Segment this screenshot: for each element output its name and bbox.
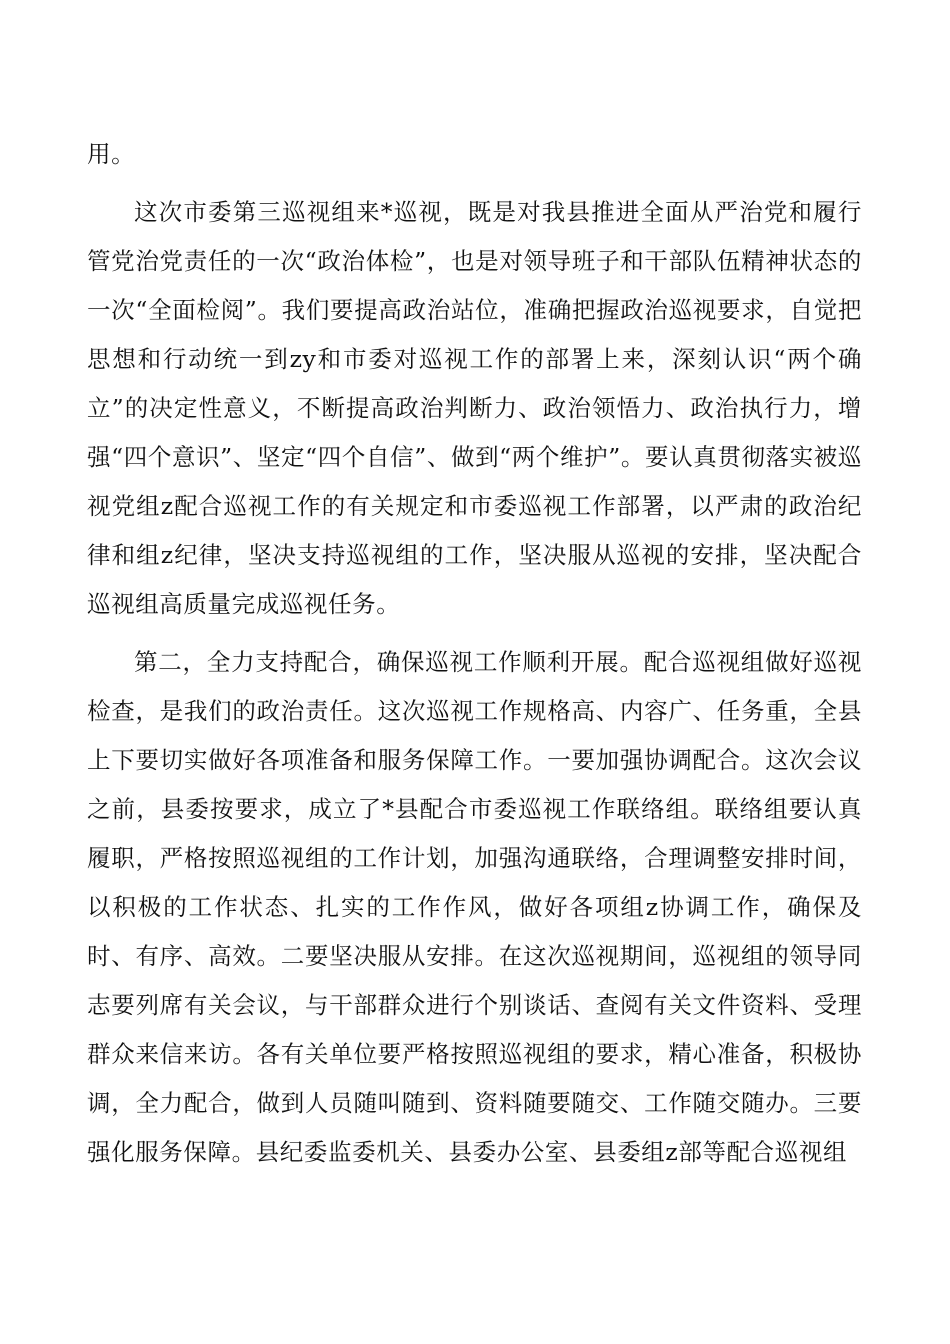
- paragraph-inspection-significance: 这次市委第三巡视组来*巡视，既是对我县推进全面从严治党和履行管党治党责任的一次“政治体检”，也是对领导班子和干部队伍精神状态的一次“全面检阅”。我们要提高政治站位，准确把握政治巡视要求，自觉把思想和行动统一到zy和市委对巡视工作的部署上来，深刻认识“两个确立”的决定性意义，不断提高政治判断力、政治领悟力、政治执行力，增强“四个意识”、坚定“四个自信”、做到“两个维护”。要认真贯彻落实被巡视党组z配合巡视工作的有关规定和市委巡视工作部署，以严肃的政治纪律和组z纪律，坚决支持巡视组的工作，坚决服从巡视的安排，坚决配合巡视组高质量完成巡视任务。: [87, 198, 862, 618]
- paragraph-gap: [87, 629, 862, 638]
- paragraph-support-cooperation: 第二，全力支持配合，确保巡视工作顺利开展。配合巡视组做好巡视检查，是我们的政治责任。这次巡视工作规格高、内容广、任务重，全县上下要切实做好各项准备和服务保障工作。一要加强协调配合。这次会议之前，县委按要求，成立了*县配合市委巡视工作联络组。联络组要认真履职，严格按照巡视组的工作计划，加强沟通联络，合理调整安排时间，以积极的工作状态、扎实的工作作风，做好各项组z协调工作，确保及时、有序、高效。二要坚决服从安排。在这次巡视期间，巡视组的领导同志要列席有关会议，与干部群众进行个别谈话、查阅有关文件资料、受理群众来信来访。各有关单位要严格按照巡视组的要求，精心准备，积极协调，全力配合，做到人员随叫随到、资料随要随交、工作随交随办。三要强化服务保障。县纪委监委机关、县委办公室、县委组z部等配合巡视组: [87, 648, 862, 1166]
- paragraph-gap: [87, 179, 862, 188]
- document-body: [87, 130, 862, 1177]
- paragraph-continuation: 用。: [87, 140, 136, 168]
